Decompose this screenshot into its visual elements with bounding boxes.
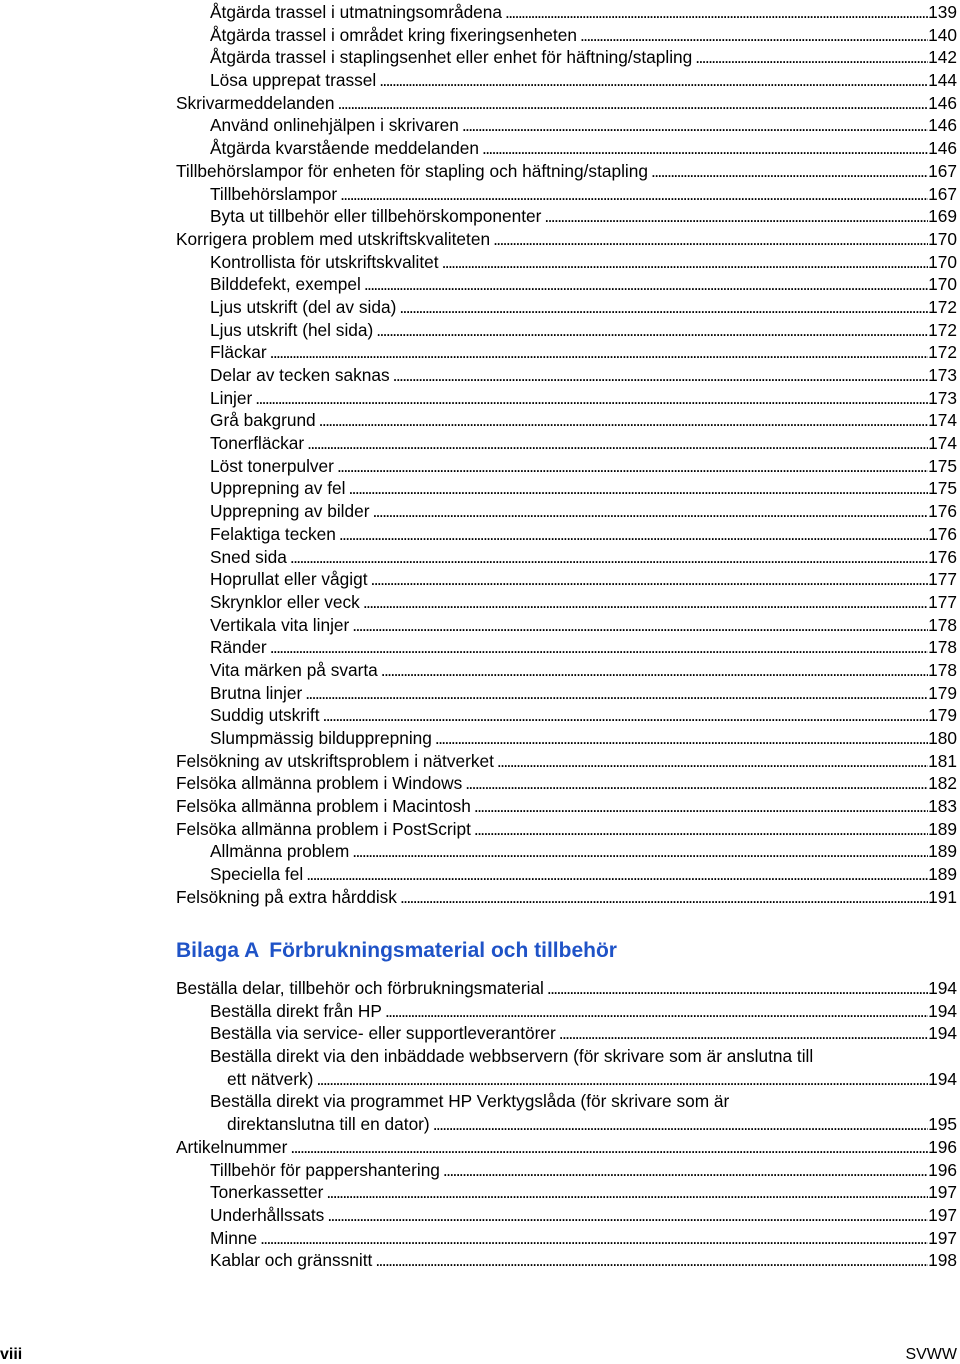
toc-entry-page: 191	[928, 886, 957, 907]
toc-leader-dots	[505, 1, 928, 24]
toc-entry[interactable]	[210, 727, 957, 750]
toc-entry-line2	[227, 1068, 957, 1091]
toc-leader-dots	[559, 1022, 928, 1045]
toc-entry-page: 175	[928, 478, 957, 499]
toc-entry-page: 173	[928, 365, 957, 385]
toc-entry[interactable]	[176, 228, 957, 251]
toc-entry[interactable]	[210, 183, 957, 206]
toc-leader-dots	[319, 409, 928, 432]
toc-leader-dots	[364, 273, 928, 296]
toc-leader-dots	[352, 840, 928, 863]
toc-leader-dots	[497, 750, 928, 773]
appendix-heading	[176, 939, 617, 963]
toc-entry[interactable]	[210, 24, 957, 47]
toc-entry-title: Ljus utskrift (del av sida)	[210, 296, 397, 317]
toc-leader-dots	[290, 1136, 928, 1159]
toc-entry-page: 146	[928, 92, 957, 113]
toc-leader-dots	[305, 682, 928, 705]
toc-entry[interactable]	[176, 92, 957, 115]
toc-entry-title: Använd onlinehjälpen i skrivaren	[210, 115, 459, 136]
toc-entry[interactable]	[210, 1022, 957, 1045]
toc-entry-page: 174	[928, 433, 957, 454]
toc-entry-page: 170	[928, 274, 957, 295]
toc-entry[interactable]	[210, 46, 957, 69]
toc-entry-title: Bilddefekt, exempel	[210, 274, 361, 295]
toc-entry-title: Slumpmässig bildupprepning	[210, 728, 432, 748]
toc-entry-page: 178	[928, 659, 957, 680]
toc-entry-title: Åtgärda kvarstående meddelanden	[210, 138, 480, 159]
toc-entry-title: Sned sida	[210, 546, 287, 567]
toc-entry-page: 189	[928, 864, 957, 885]
toc-entry-title: Ränder	[210, 637, 267, 658]
toc-entry-title: Artikelnummer	[176, 1136, 288, 1157]
toc-leader-dots	[462, 114, 928, 137]
toc-leader-dots	[379, 69, 928, 92]
toc-leader-dots	[465, 772, 928, 795]
toc-leader-dots	[260, 1227, 928, 1250]
toc-entry-page: 173	[928, 387, 957, 408]
toc-entry[interactable]	[210, 409, 957, 432]
toc-entry-page: 194	[928, 1023, 957, 1044]
footer-page-number: viii	[0, 1346, 23, 1363]
toc-entry-title: Allmänna problem	[210, 841, 350, 862]
toc-entry-title: Fläckar	[210, 342, 267, 363]
toc-entry[interactable]	[176, 977, 957, 1000]
toc-entry-title: Beställa direkt från HP	[210, 1000, 382, 1021]
toc-entry-title: Åtgärda trassel i utmatningsområdena	[210, 2, 503, 22]
toc-entry-page: 167	[928, 183, 957, 204]
toc-entry[interactable]	[210, 840, 957, 863]
toc-entry-page: 170	[928, 228, 957, 249]
toc-entry-title: Felsöka allmänna problem i Windows	[176, 773, 463, 794]
toc-entry-page: 144	[928, 70, 957, 91]
toc-entry-page: 179	[928, 682, 957, 703]
toc-entry-title: Speciella fel	[210, 864, 304, 885]
toc-leader-dots	[400, 886, 928, 909]
toc-entry-page: 189	[928, 818, 957, 839]
toc-entry-page: 179	[928, 705, 957, 726]
appendix-table-of-contents	[176, 977, 957, 1272]
toc-entry[interactable]	[210, 659, 957, 682]
toc-entry-page: 196	[928, 1159, 957, 1180]
toc-leader-dots	[474, 818, 928, 841]
toc-leader-dots	[482, 137, 928, 160]
toc-entry[interactable]	[210, 364, 957, 387]
toc-entry-title: Tonerkassetter	[210, 1182, 324, 1203]
toc-entry-page: 195	[928, 1114, 957, 1135]
toc-leader-dots	[340, 183, 928, 206]
toc-leader-dots	[290, 546, 928, 569]
toc-entry-title: Grå bakgrund	[210, 410, 316, 431]
toc-entry-title: Vertikala vita linjer	[210, 614, 350, 635]
toc-entry-title: Suddig utskrift	[210, 705, 320, 726]
toc-entry-title: Hoprullat eller vågigt	[210, 569, 368, 590]
toc-entry-page: 175	[928, 455, 957, 476]
toc-entry-page: 176	[928, 523, 957, 544]
toc-leader-dots	[435, 727, 928, 750]
toc-leader-dots	[326, 1181, 928, 1204]
toc-leader-dots	[375, 1249, 928, 1272]
toc-entry[interactable]	[210, 69, 957, 92]
toc-leader-dots	[316, 1068, 928, 1091]
toc-entry-page: 178	[928, 614, 957, 635]
toc-entry[interactable]	[210, 114, 957, 137]
toc-leader-dots	[255, 387, 928, 410]
toc-entry[interactable]	[210, 614, 957, 637]
toc-entry[interactable]	[176, 886, 957, 909]
toc-entry-page: 177	[928, 569, 957, 590]
toc-entry-title: Beställa delar, tillbehör och förbrukningsmaterial	[176, 978, 544, 998]
toc-entry-page: 183	[928, 796, 957, 817]
toc-leader-dots	[544, 205, 928, 228]
toc-leader-dots	[443, 1159, 928, 1182]
toc-entry-title: Korrigera problem med utskriftskvaliteten	[176, 228, 491, 249]
toc-leader-dots	[337, 455, 928, 478]
toc-leader-dots	[442, 251, 929, 274]
toc-entry-title: Underhållssats	[210, 1204, 325, 1225]
toc-leader-dots	[385, 1000, 928, 1023]
toc-entry[interactable]	[210, 341, 957, 364]
toc-entry-title: Åtgärda trassel i staplingsenhet eller enhet för häftning/stapling	[210, 47, 693, 68]
toc-entry-title: Tillbehörslampor	[210, 183, 338, 204]
toc-entry-title: Upprepning av fel	[210, 478, 346, 499]
toc-entry[interactable]	[210, 1, 957, 24]
toc-entry-page: 189	[928, 841, 957, 862]
toc-entry-page: 169	[928, 206, 957, 227]
toc-entry-title: Minne	[210, 1227, 258, 1248]
toc-leader-dots	[323, 704, 929, 727]
toc-entry-page: 172	[928, 342, 957, 363]
toc-entry-title: Upprepning av bilder	[210, 501, 370, 522]
toc-leader-dots	[306, 863, 928, 886]
toc-entry-page: 170	[928, 251, 957, 272]
toc-entry[interactable]	[210, 682, 957, 705]
toc-entry[interactable]	[210, 500, 957, 523]
toc-leader-dots	[695, 46, 928, 69]
toc-entry[interactable]	[210, 319, 957, 342]
toc-entry-page: 176	[928, 546, 957, 567]
toc-entry-page: 146	[928, 138, 957, 159]
toc-entry-title: Beställa via service- eller supportleverantörer	[210, 1023, 556, 1044]
toc-entry[interactable]	[210, 296, 957, 319]
toc-entry-page: 167	[928, 160, 957, 181]
toc-entry-page: 197	[928, 1182, 957, 1203]
toc-leader-dots	[348, 477, 928, 500]
toc-leader-dots	[651, 160, 928, 183]
toc-entry-title: Vita märken på svarta	[210, 659, 378, 680]
toc-entry-page: 172	[928, 319, 957, 340]
toc-entry-title: Felsökning av utskriftsproblem i nätverket	[176, 750, 494, 771]
toc-leader-dots	[371, 568, 929, 591]
toc-entry-page: 197	[928, 1204, 957, 1225]
toc-leader-dots	[339, 523, 928, 546]
toc-entry-page: 140	[928, 24, 957, 45]
toc-entry-page: 194	[928, 1000, 957, 1021]
toc-leader-dots	[327, 1204, 928, 1227]
toc-entry-title: Ljus utskrift (hel sida)	[210, 319, 374, 340]
toc-entry-line2	[227, 1113, 957, 1136]
toc-leader-dots	[270, 636, 928, 659]
toc-entry-title: Lösa upprepat trassel	[210, 70, 377, 91]
toc-entry-page: 181	[928, 750, 957, 771]
toc-entry[interactable]	[210, 1181, 957, 1204]
toc-entry-title: Kablar och gränssnitt	[210, 1250, 373, 1271]
toc-entry[interactable]	[210, 1204, 957, 1227]
toc-entry[interactable]	[210, 863, 957, 886]
toc-entry-title: Felsöka allmänna problem i Macintosh	[176, 796, 471, 817]
toc-entry-page: 180	[928, 728, 957, 748]
toc-entry-title: Felaktiga tecken	[210, 523, 336, 544]
toc-leader-dots	[399, 296, 928, 319]
toc-entry-page: 142	[928, 47, 957, 68]
toc-entry-page: 146	[928, 115, 957, 136]
toc-leader-dots	[363, 591, 928, 614]
toc-entry[interactable]	[176, 750, 957, 773]
toc-leader-dots	[547, 977, 928, 1000]
toc-entry-page: 197	[928, 1227, 957, 1248]
toc-entry[interactable]	[176, 160, 957, 183]
toc-entry-page: 194	[928, 978, 957, 998]
toc-entry-title: Tonerfläckar	[210, 433, 305, 454]
toc-leader-dots	[352, 614, 928, 637]
toc-entry-title: Skrivarmeddelanden	[176, 92, 335, 113]
toc-entry[interactable]	[210, 432, 957, 455]
toc-entry-title: Linjer	[210, 387, 253, 408]
toc-leader-dots	[433, 1113, 928, 1136]
toc-entry[interactable]	[210, 1159, 957, 1182]
toc-entry-title: Åtgärda trassel i området kring fixeringsenheten	[210, 24, 577, 45]
toc-entry-page: 182	[928, 773, 957, 794]
toc-leader-dots	[381, 659, 928, 682]
toc-entry-page: 196	[928, 1136, 957, 1157]
toc-entry[interactable]	[210, 591, 957, 614]
toc-entry-title: Felsöka allmänna problem i PostScript	[176, 818, 471, 839]
toc-entry-page: 139	[928, 2, 957, 22]
toc-entry-page: 198	[928, 1250, 957, 1271]
toc-leader-dots	[393, 364, 929, 387]
toc-entry-title-line1: Beställa direkt via den inbäddade webbservern (för skrivare som är anslutna till	[210, 1046, 814, 1067]
toc-entry[interactable]	[210, 1000, 957, 1023]
toc-entry-title: Tillbehör för pappershantering	[210, 1159, 440, 1180]
toc-entry[interactable]	[176, 772, 957, 795]
toc-entry-title: Delar av tecken saknas	[210, 365, 390, 385]
toc-entry[interactable]	[210, 546, 957, 569]
toc-entry-title-line1: Beställa direkt via programmet HP Verktygslåda (för skrivare som är	[210, 1091, 730, 1112]
toc-entry-title-line2: direktanslutna till en dator)	[227, 1114, 430, 1135]
toc-entry-title: Felsökning på extra hårddisk	[176, 886, 397, 907]
appendix-title: Förbrukningsmaterial och tillbehör	[269, 939, 617, 962]
toc-leader-dots	[270, 341, 929, 364]
toc-entry-page: 172	[928, 296, 957, 317]
toc-entry-title: Kontrollista för utskriftskvalitet	[210, 251, 439, 272]
toc-leader-dots	[307, 432, 928, 455]
toc-entry[interactable]	[210, 205, 957, 228]
toc-entry[interactable]	[210, 523, 957, 546]
toc-entry[interactable]	[210, 137, 957, 160]
toc-leader-dots	[376, 319, 928, 342]
toc-entry-page: 194	[928, 1068, 957, 1089]
toc-leader-dots	[474, 795, 928, 818]
footer-code: SVWW	[905, 1346, 957, 1363]
toc-entry-title: Löst tonerpulver	[210, 455, 334, 476]
toc-entry[interactable]	[210, 1090, 957, 1135]
toc-entry[interactable]	[210, 704, 957, 727]
toc-entry[interactable]	[210, 1249, 957, 1272]
toc-entry-title-line2: ett nätverk)	[227, 1068, 314, 1089]
toc-entry-title: Brutna linjer	[210, 682, 303, 703]
toc-entry-page: 178	[928, 637, 957, 658]
toc-entry-page: 177	[928, 591, 957, 612]
toc-leader-dots	[338, 92, 929, 115]
toc-entry-page: 176	[928, 501, 957, 522]
toc-entry[interactable]	[210, 1227, 957, 1250]
toc-entry-title: Tillbehörslampor för enheten för stapling och häftning/stapling	[176, 160, 648, 181]
toc-entry[interactable]	[210, 273, 957, 296]
toc-entry[interactable]	[176, 1136, 957, 1159]
toc-entry[interactable]	[210, 636, 957, 659]
toc-entry[interactable]	[176, 818, 957, 841]
toc-leader-dots	[372, 500, 928, 523]
toc-entry[interactable]	[210, 251, 957, 274]
toc-leader-dots	[493, 228, 928, 251]
toc-entry-title: Skrynklor eller veck	[210, 591, 360, 612]
table-of-contents	[176, 1, 957, 909]
toc-entry[interactable]	[210, 1045, 957, 1090]
toc-entry[interactable]	[210, 455, 957, 478]
toc-entry[interactable]	[176, 795, 957, 818]
toc-entry[interactable]	[210, 387, 957, 410]
toc-entry[interactable]	[210, 477, 957, 500]
appendix-label: Bilaga A	[176, 939, 260, 962]
toc-leader-dots	[580, 24, 928, 47]
toc-entry-title: Byta ut tillbehör eller tillbehörskomponenter	[210, 206, 542, 227]
toc-entry[interactable]	[210, 568, 957, 591]
toc-entry-page: 174	[928, 410, 957, 431]
